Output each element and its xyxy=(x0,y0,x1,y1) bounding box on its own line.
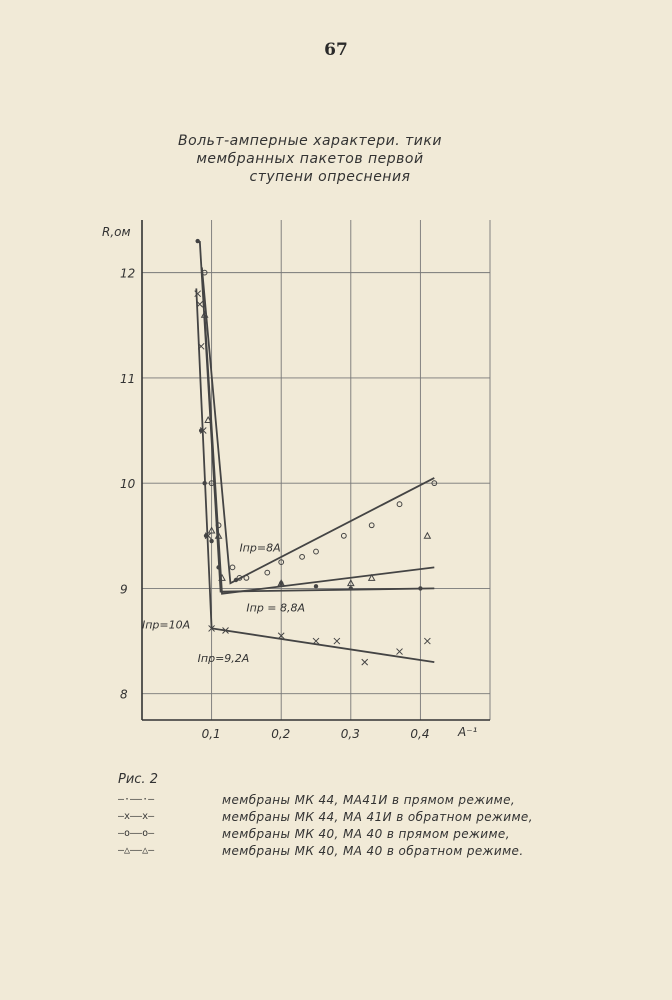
data-point-circle xyxy=(397,502,402,507)
y-tick-label: 10 xyxy=(120,477,136,492)
legend xyxy=(118,772,638,859)
legend-item xyxy=(118,791,638,808)
series-line xyxy=(196,288,434,662)
legend-item xyxy=(118,842,638,859)
data-point-cross xyxy=(195,291,201,297)
x-axis-label: A⁻¹ xyxy=(458,725,478,739)
annotation-label: Iпр = 8,8А xyxy=(246,601,306,615)
legend-symbol: —△——△— xyxy=(118,845,155,856)
legend-label: мембраны МК 40, МА 40 в обратном режиме. xyxy=(222,843,524,858)
y-tick-label: 11 xyxy=(120,371,136,386)
series-points xyxy=(195,239,437,665)
data-point-circle xyxy=(230,565,235,570)
data-point-cross xyxy=(397,649,403,655)
data-point-circle xyxy=(300,554,305,559)
data-point-circle xyxy=(314,549,319,554)
data-point-dot xyxy=(195,239,199,243)
data-point-triangle xyxy=(424,533,430,539)
title-line-1: Вольт-амперные характери. тики xyxy=(178,133,442,149)
data-point-circle xyxy=(369,523,374,528)
data-point-circle xyxy=(265,570,270,575)
annotation-label: Iпр=9,2А xyxy=(197,652,250,666)
y-tick-label: 8 xyxy=(120,687,128,702)
legend-label: мембраны МК 44, МА 41И в обратном режиме, xyxy=(222,809,533,824)
y-tick-label: 12 xyxy=(120,266,136,281)
legend-item xyxy=(118,825,638,842)
data-point-dot xyxy=(314,584,318,588)
title-line-3: ступени опреснения xyxy=(249,169,411,185)
title-line-2: мембранных пакетов первой xyxy=(196,151,424,167)
legend-symbol: —x——x— xyxy=(118,811,155,822)
series-line xyxy=(202,267,434,583)
x-tick-label: 0,1 xyxy=(201,727,221,741)
data-point-dot xyxy=(209,539,213,543)
data-point-dot xyxy=(349,586,353,590)
series-lines xyxy=(196,241,434,662)
data-point-dot xyxy=(202,481,206,485)
legend-symbol: —o——o— xyxy=(118,828,155,839)
x-tick-label: 0,2 xyxy=(271,727,291,741)
page-number: 67 xyxy=(324,40,348,60)
figure-caption: Рис. 2 xyxy=(118,772,158,787)
y-tick-label: 9 xyxy=(120,582,128,597)
data-point-circle xyxy=(244,575,249,580)
data-point-cross xyxy=(362,659,368,665)
y-axis-label: R,ом xyxy=(102,225,131,239)
legend-symbol: —·——·— xyxy=(118,794,155,805)
data-point-cross xyxy=(334,638,340,644)
legend-label: мембраны МК 40, МА 40 в прямом режиме, xyxy=(222,826,510,841)
data-point-dot xyxy=(216,565,220,569)
data-point-dot xyxy=(418,586,422,590)
legend-label: мембраны МК 44, МА41И в прямом режиме, xyxy=(222,792,516,807)
data-point-cross xyxy=(313,638,319,644)
x-tick-label: 0,4 xyxy=(410,727,430,741)
data-point-cross xyxy=(424,638,430,644)
annotation-label: Iпр=8А xyxy=(239,541,281,555)
data-point-circle xyxy=(341,533,346,538)
annotation-label: Iпр=10А xyxy=(142,618,191,632)
x-tick-label: 0,3 xyxy=(340,727,360,741)
legend-item xyxy=(118,808,638,825)
